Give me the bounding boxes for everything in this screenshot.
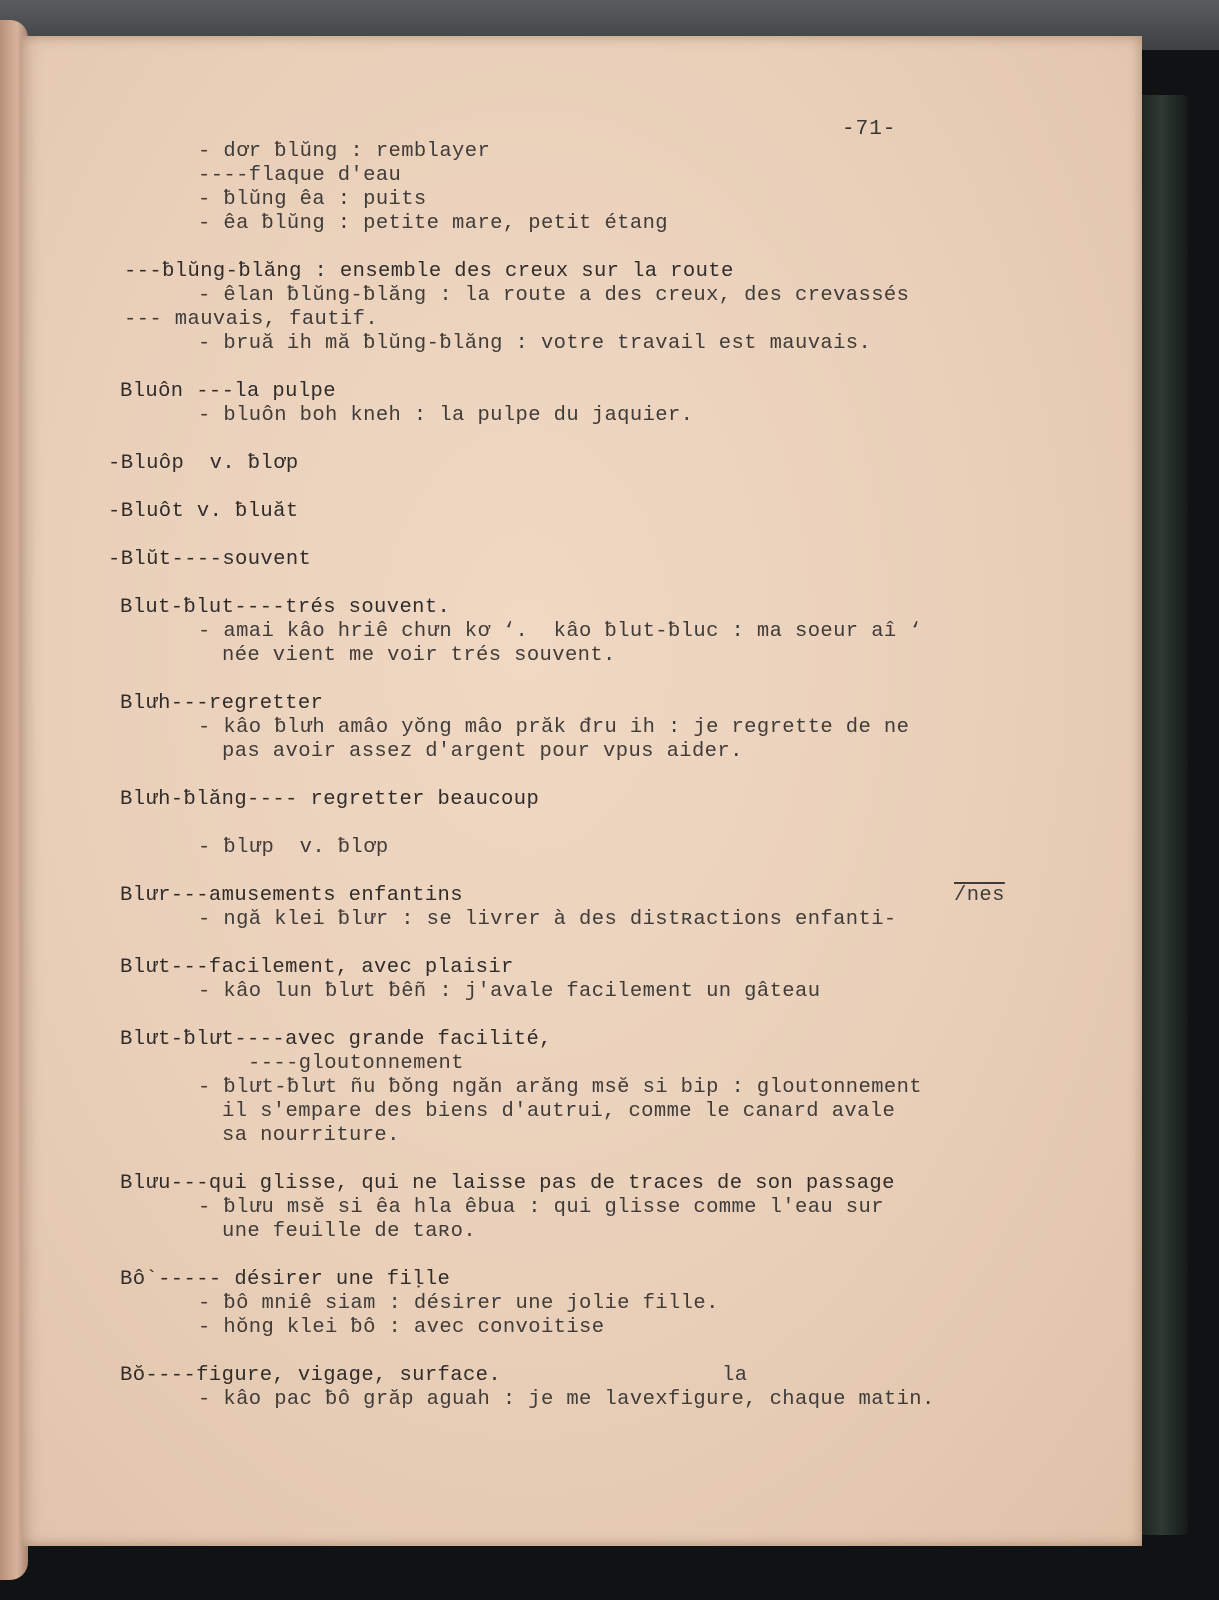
text-line: ----gloutonnement [248,1052,464,1075]
book-binding [1140,95,1188,1535]
entry-line: ---ƀlŭng-ƀlăng : ensemble des creux sur la route [124,260,734,283]
margin-correction: /nes [954,884,1005,907]
entry-headword: Blưt-ƀlưt----avec grande facilité, [120,1028,552,1051]
text-line: - êlan ƀlŭng-ƀlăng : la route a des creux, des crevassés [198,284,910,307]
text-line: - dơr ƀlŭng : remblayer [198,140,491,163]
entry-headword: Blưu---qui glisse, qui ne laisse pas de traces de son passage [120,1172,895,1195]
text-line: - êa ƀlŭng : petite mare, petit étang [198,212,668,235]
text-line: - ƀlưt-ƀlưt ñu ƀŏng ngăn arăng msĕ si bip : gloutonnement [198,1076,923,1099]
entry-headword: -Blŭt----souvent [108,548,312,571]
text-line: - bruă ih mă ƀlŭng-ƀlăng : votre travail est mauvais. [198,332,872,355]
text-line: - amai kâo hriê chưn kơ ‘. kâo ƀlut-ƀluc : ma soeur aî ‘ [198,620,923,643]
entry-headword: Blưh---regretter [120,692,324,715]
document-page [22,36,1142,1546]
text-line: - hŏng klei ƀô : avec convoitise [198,1316,605,1339]
text-line: pas avoir assez d'argent pour vpus aider. [222,740,743,763]
text-line: une feuille de taʀo. [222,1220,477,1243]
entry-headword: Bŏ----figure, vigage, surface. [120,1364,502,1387]
entry-headword: Blưh-ƀlăng---- regretter beaucoup [120,788,540,811]
text-line: --- mauvais, fautif. [124,308,379,331]
entry-headword: Bluôn ---la pulpe [120,380,336,403]
text-line: ----flaque d'eau [198,164,402,187]
text-line: - ƀô mniê siam : désirer une jolie fille. [198,1292,719,1315]
entry-headword: Bô`----- désirer une fiḷle [120,1268,451,1291]
text-line: - bluôn boh kneh : la pulpe du jaquier. [198,404,694,427]
text-line: il s'empare des biens d'autrui, comme le canard avale [222,1100,896,1123]
entry-headword: Blưt---facilement, avec plaisir [120,956,514,979]
text-line: - ƀlŭng êa : puits [198,188,427,211]
text-line: - ngă klei ƀlưr : se livrer à des distʀactions enfanti- [198,908,897,931]
text-line: - ƀlưp v. ƀlơp [198,836,389,859]
text-line: - kâo pac ƀô grăp aguah : je me lavexfigure, chaque matin. [198,1388,935,1411]
page-number: -71- [842,118,897,141]
text-line: née vient me voir trés souvent. [222,644,616,667]
entry-headword: Blưr---amusements enfantins [120,884,463,907]
entry-headword: -Bluôp v. ƀlơp [108,452,299,475]
text-line: sa nourriture. [222,1124,400,1147]
text-line: - kâo ƀlưh amâo yŏng mâo prăk đru ih : je regrette de ne [198,716,910,739]
text-line: - kâo lun ƀlưt ƀêñ : j'avale facilement un gâteau [198,980,821,1003]
entry-headword: -Bluôt v. ƀluăt [108,500,299,523]
handwritten-insertion: la [722,1364,748,1387]
text-line: - ƀlưu msĕ si êa hla êbua : qui glisse comme l'eau sur [198,1196,884,1219]
entry-headword: Blut-ƀlut----trés souvent. [120,596,451,619]
